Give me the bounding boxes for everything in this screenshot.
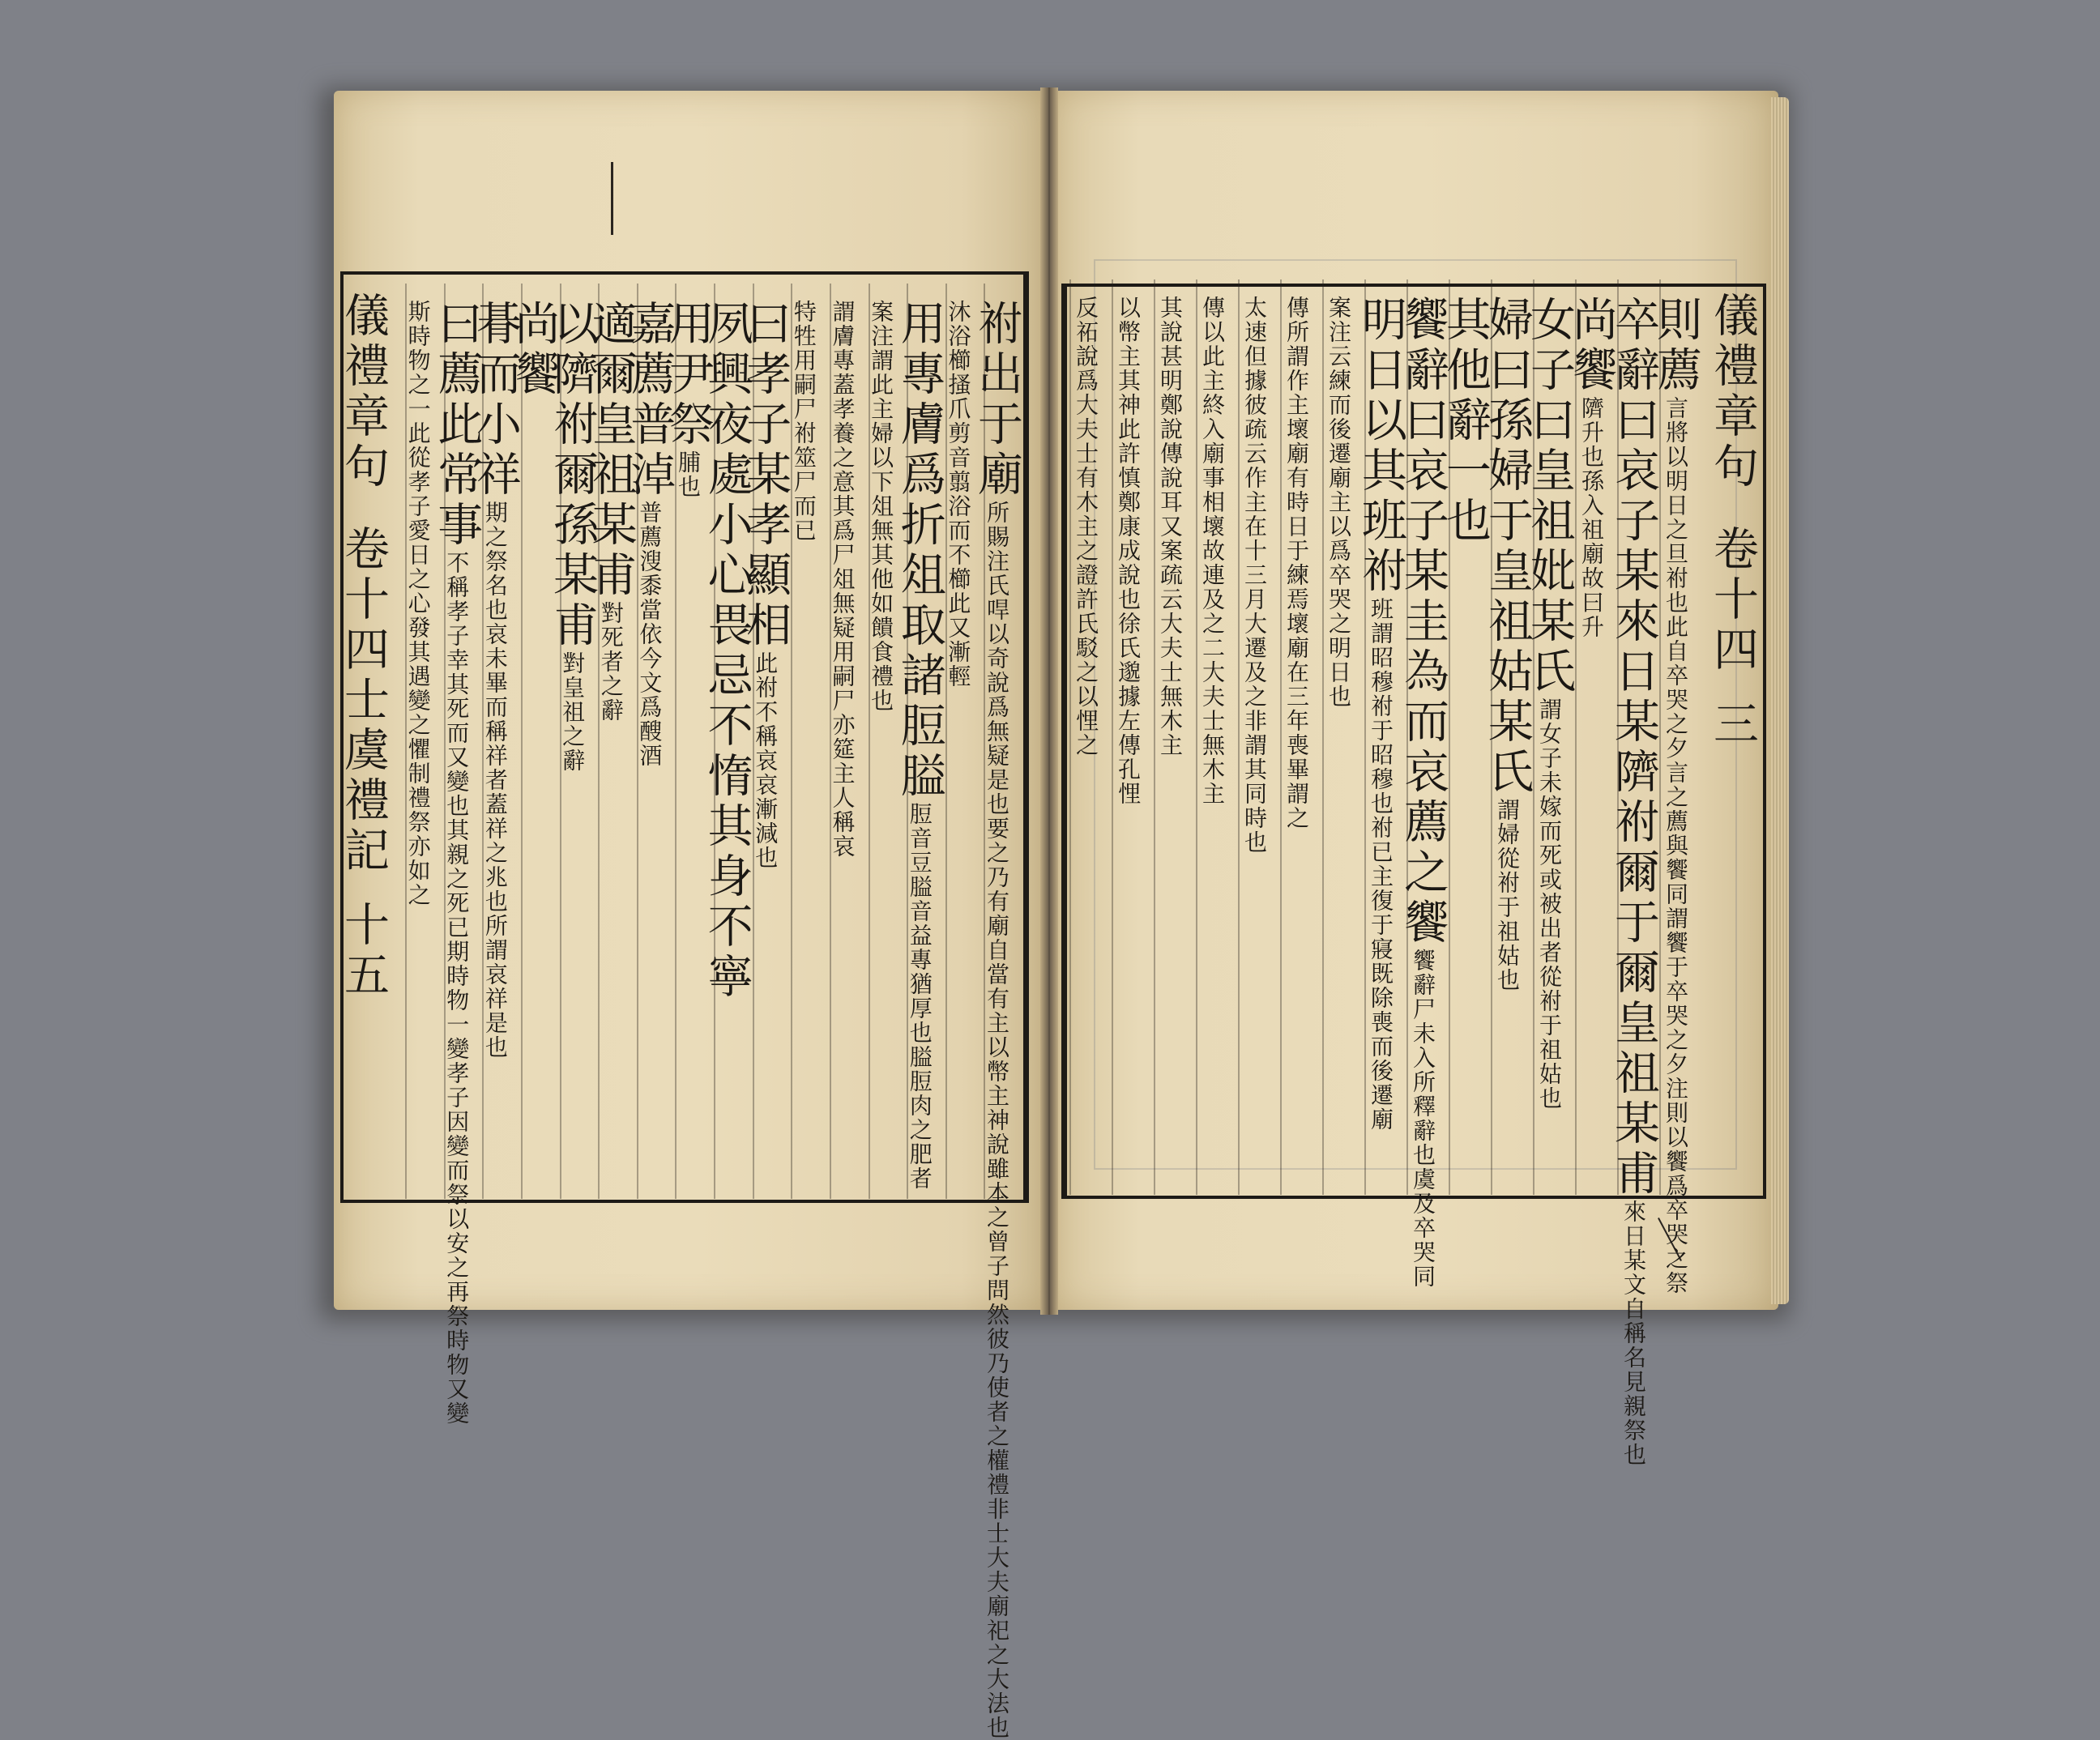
commentary-text: 以幣主其神此許慎鄭康成說也徐氏邈據左傳孔悝 [1115, 296, 1142, 806]
column-rule [444, 284, 446, 1199]
commentary-text: 脰音豆膉音益專猶厚也膉脰肉之肥者 [906, 802, 933, 1191]
text-column [662, 300, 715, 1183]
commentary-text: 斯時物之一此從孝子愛日之心發其遇變之懼制禮祭亦如之 [404, 300, 432, 907]
main-text: 其他辭一也 [1439, 296, 1492, 547]
commentary-text: 對皇祖之辭 [559, 651, 587, 773]
text-column [1397, 296, 1449, 1289]
main-text: 朞而小祥 [468, 300, 522, 501]
column-rule [1617, 279, 1619, 1195]
text-column [700, 300, 753, 1183]
text-column [507, 300, 561, 1183]
text-column [868, 300, 904, 1183]
text-column [971, 300, 1023, 1740]
column-rule [1112, 279, 1113, 1195]
commentary-text: 謂膚專蓋孝養之意其爲尸俎無疑用嗣尸亦筵主人稱哀 [829, 300, 856, 859]
text-column [1285, 296, 1319, 1179]
text-column [430, 300, 484, 1426]
text-column [404, 300, 441, 1183]
commentary-text: 脯也 [675, 450, 702, 499]
main-text: 曰薦此常事 [430, 300, 484, 551]
text-column [1159, 296, 1193, 1179]
main-text: 曰孝子某孝顯相 [739, 300, 792, 651]
main-text: 饗辭曰哀子某圭為而哀薦之饗 [1397, 296, 1449, 949]
page-edges [1771, 97, 1789, 1304]
text-column [1116, 296, 1150, 1179]
text-column [893, 300, 946, 1191]
text-column [584, 300, 638, 1183]
left-margin-column [337, 292, 390, 1183]
commentary-text: 來日某文自稱名見親祭也 [1620, 1200, 1647, 1467]
right-margin-chapter: 卷十四 [1706, 525, 1759, 676]
commentary-text: 案注云練而後遷廟主以爲卒哭之明日也 [1325, 296, 1352, 709]
text-column [1523, 296, 1576, 1179]
left-margin-header: 儀禮章句 [337, 292, 390, 493]
right-margin-column [1706, 292, 1759, 1183]
column-rule [830, 284, 831, 1199]
commentary-text: 普薦溲黍當依今文爲醙酒 [636, 501, 664, 768]
main-text: 祔出于廟 [971, 300, 1023, 501]
column-rule [984, 284, 985, 1199]
text-column [829, 300, 865, 1183]
right-margin-folio: 三 [1706, 700, 1759, 750]
column-rule [1322, 279, 1324, 1195]
main-text: 以隮祔爾孫某甫 [546, 300, 600, 651]
main-text: 女子曰皇祖妣某氏 [1523, 296, 1576, 697]
commentary-text: 謂女子未嫁而死或被出者從祔于祖姑也 [1536, 697, 1563, 1111]
commentary-text: 此祔不稱哀哀漸減也 [752, 651, 779, 870]
column-rule [1238, 279, 1240, 1195]
commentary-text: 饗辭尸未入所釋辭也虞及卒哭同 [1410, 949, 1436, 1289]
column-rule [1364, 279, 1366, 1195]
main-text: 用專膚爲折俎取諸脰膉 [893, 300, 946, 802]
column-rule [907, 284, 908, 1199]
commentary-text: 特牲用嗣尸祔筮尸而已 [790, 300, 817, 543]
main-text: 尚饗 [1565, 296, 1618, 396]
commentary-text: 其說甚明鄭說傳說耳又案疏云大夫士無木主 [1157, 296, 1184, 757]
text-column [1327, 296, 1361, 1179]
main-text: 婦曰孫婦于皇祖姑某氏 [1481, 296, 1534, 798]
text-column [1481, 296, 1534, 1179]
commentary-text: 傳所謂作主壞廟有時日于練焉壞廟在三年喪畢謂之 [1283, 296, 1310, 830]
main-text: 用尹祭 [662, 300, 715, 450]
commentary-text: 傳以此主終入廟事相壞故連及之二大夫士無木主 [1199, 296, 1226, 806]
main-text: 嘉薦普淖 [623, 300, 677, 501]
text-column [1243, 296, 1277, 1179]
text-column [1355, 296, 1407, 1179]
text-column [546, 300, 600, 1183]
left-margin-chapter: 卷十四士虞禮記 [337, 525, 390, 876]
right-margin-header: 儀禮章句 [1706, 292, 1759, 493]
text-column [1565, 296, 1618, 1179]
commentary-text: 期之祭名也哀未畢而稱祥者蓋祥之兆也所謂哀祥是也 [481, 501, 509, 1060]
text-column [1607, 296, 1660, 1467]
column-rule [560, 284, 561, 1199]
column-rule [1280, 279, 1282, 1195]
commentary-text: 對死者之辭 [597, 601, 625, 723]
main-text: 夙興夜處小心畏忌不惰其身不寧 [700, 300, 753, 1003]
main-text: 卒辭曰哀子某來日某隮祔爾于爾皇祖某甫 [1607, 296, 1660, 1200]
main-text: 則薦 [1650, 296, 1702, 396]
text-column [790, 300, 826, 1183]
main-text: 尚饗 [507, 300, 561, 400]
left-margin-folio: 十五 [337, 901, 390, 1001]
column-rule [1069, 279, 1071, 1195]
commentary-text: 案注謂此主婦以下俎無其他如饋食禮也 [868, 300, 895, 713]
commentary-text: 太速但據彼疏云作主在十三月大遷及之非謂其同時也 [1241, 296, 1268, 855]
commentary-text: 言將以明日之旦祔也此自卒哭之夕言之薦與饗同謂饗于卒哭之夕注則以饗爲卒哭之祭 [1662, 396, 1689, 1295]
column-rule [869, 284, 870, 1199]
commentary-text: 謂婦從祔于祖姑也 [1494, 798, 1521, 992]
book-gutter [1040, 87, 1058, 1315]
text-column [623, 300, 677, 1183]
main-text: 明日以其班祔 [1355, 296, 1407, 597]
text-column [1439, 296, 1492, 1179]
text-column [468, 300, 522, 1183]
commentary-text: 反祏說爲大夫士有木主之證許氏駁之以悝之 [1073, 296, 1099, 757]
commentary-text: 沐浴櫛搔爪剪音翦浴而不櫛此又漸輕 [945, 300, 972, 689]
margin-mark [611, 162, 613, 235]
text-column [1074, 296, 1108, 1179]
main-text: 適爾皇祖某甫 [584, 300, 638, 601]
text-column [1650, 296, 1702, 1295]
commentary-text: 隮升也孫入祖廟故曰升 [1578, 396, 1605, 639]
column-rule [405, 284, 407, 1199]
text-column [945, 300, 981, 1183]
commentary-text: 班謂昭穆祔于昭穆也祔已主復于寢既除喪而後遷廟 [1368, 597, 1394, 1132]
column-rule [1196, 279, 1197, 1195]
commentary-text: 所賜注氏哻以奇說爲無疑是也要之乃有廟自當有主以幣主神說雖本之曾子問然彼乃使者之權禮非士大夫廟祀之大法也 [984, 501, 1010, 1740]
column-rule [1154, 279, 1155, 1195]
text-column [739, 300, 792, 1183]
commentary-text: 不稱孝子幸其死而又變也其親之死已期時物一變孝子因變而祭以安之再祭時物又變 [443, 551, 471, 1426]
text-column [1201, 296, 1235, 1179]
